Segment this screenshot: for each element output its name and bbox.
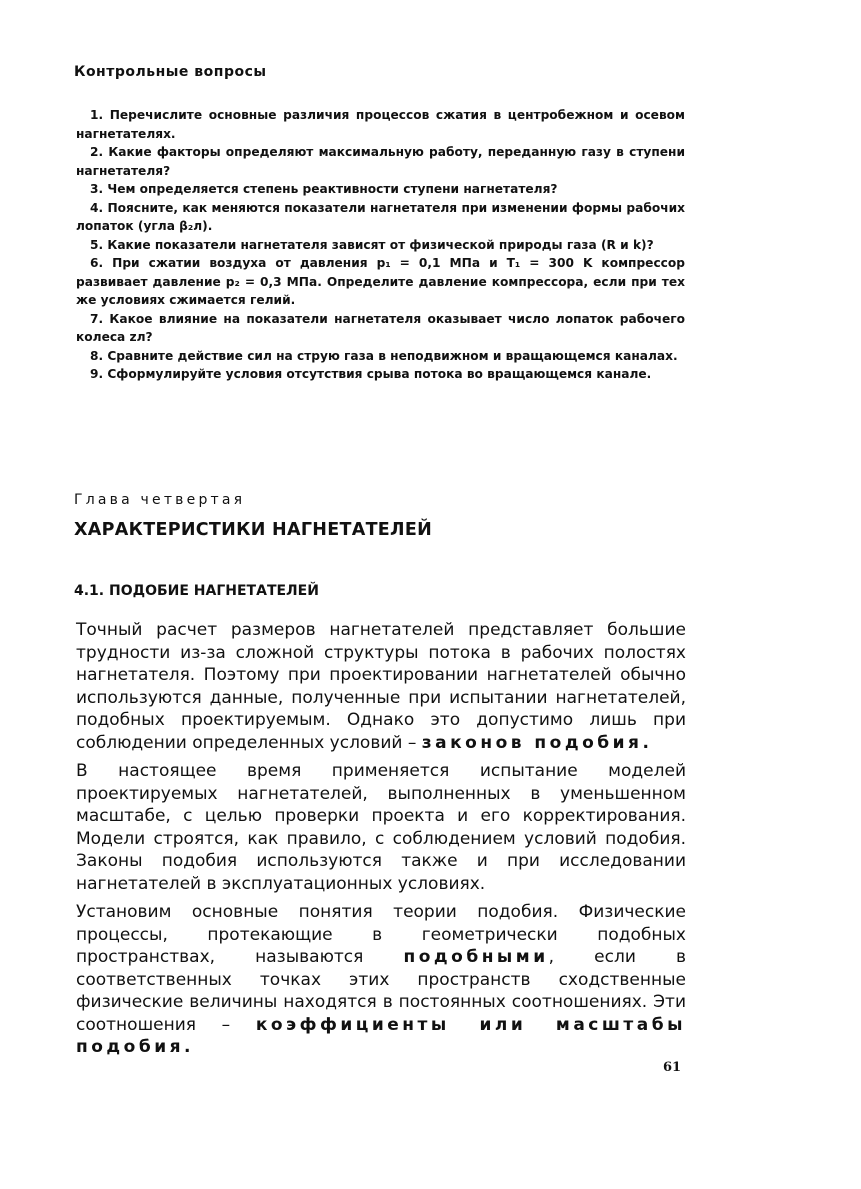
chapter-label: Глава четвертая	[74, 492, 246, 508]
question-item: 2. Какие факторы определяют максимальную работу, переданную газу в ступени нагнетателя?	[76, 145, 685, 178]
paragraph-3-emphasis-2: коэффициенты или масштабы подобия.	[76, 1014, 686, 1057]
question-item: 3. Чем определяется степень реактивности ступени нагнетателя?	[90, 182, 558, 196]
section-title: 4.1. ПОДОБИЕ НАГНЕТАТЕЛЕЙ	[74, 583, 319, 599]
question-item: 8. Сравните действие сил на струю газа в неподвижном и вращающемся каналах.	[90, 348, 678, 363]
paragraph-3-text-a: Установим основные понятия теории подобия. Физические процессы, протекающие в геометрически подобных пространствах, называются	[76, 902, 686, 967]
paragraph-2: В настоящее время применяется испытание моделей проектируемых нагнетателей, выполненных в уменьшенном масштабе, с целью проверки проекта и его корректирования. Модели строятся, как правило, с соблюдением условий подобия. Законы подобия используются также и при исследовании нагнетателей в эксплуатационных условиях.	[76, 761, 686, 894]
question-item: 5. Какие показатели нагнетателя зависят от физической природы газа (R и k)?	[90, 237, 654, 252]
control-questions-list	[76, 106, 685, 384]
body-text	[76, 619, 686, 1065]
paragraph-1	[76, 619, 686, 754]
question-item: 1. Перечислите основные различия процессов сжатия в центробежном и осевом нагнетателях.	[76, 108, 685, 141]
page-number: 61	[663, 1060, 682, 1075]
paragraph-3-text-b: , если в соответственных точках этих пространств сходственные физические величины находятся в постоянных соотношениях. Эти соотношения –	[76, 947, 686, 1035]
paragraph-1-text: Точный расчет размеров нагнетателей представляет большие трудности из-за сложной структуры потока в рабочих полостях нагнетателя. Поэтому при проектировании нагнетателей обычно используются данные, полученные при испытании нагнетателей, подобных проектируемым. Однако это допустимо лишь при соблюдении определенных условий –	[76, 620, 686, 753]
control-questions-title: Контрольные вопросы	[74, 64, 267, 80]
paragraph-3-emphasis-1: подобными	[403, 947, 549, 967]
question-item: 6. При сжатии воздуха от давления p₁ = 0,1 МПа и T₁ = 300 K компрессор развивает давление p₂ = 0,3 МПа. Определите давление компрессора, если при тех же условиях сжимается гелий.	[76, 256, 685, 307]
question-item: 4. Поясните, как меняются показатели нагнетателя при изменении формы рабочих лопаток (угла β₂л).	[76, 200, 685, 233]
chapter-title: ХАРАКТЕРИСТИКИ НАГНЕТАТЕЛЕЙ	[74, 520, 433, 540]
paragraph-1-emphasis: законов подобия.	[421, 732, 653, 753]
paragraph-3	[76, 901, 686, 1059]
question-item: 7. Какое влияние на показатели нагнетателя оказывает число лопаток рабочего колеса zл?	[76, 311, 685, 344]
question-item: 9. Сформулируйте условия отсутствия срыва потока во вращающемся канале.	[90, 367, 652, 381]
